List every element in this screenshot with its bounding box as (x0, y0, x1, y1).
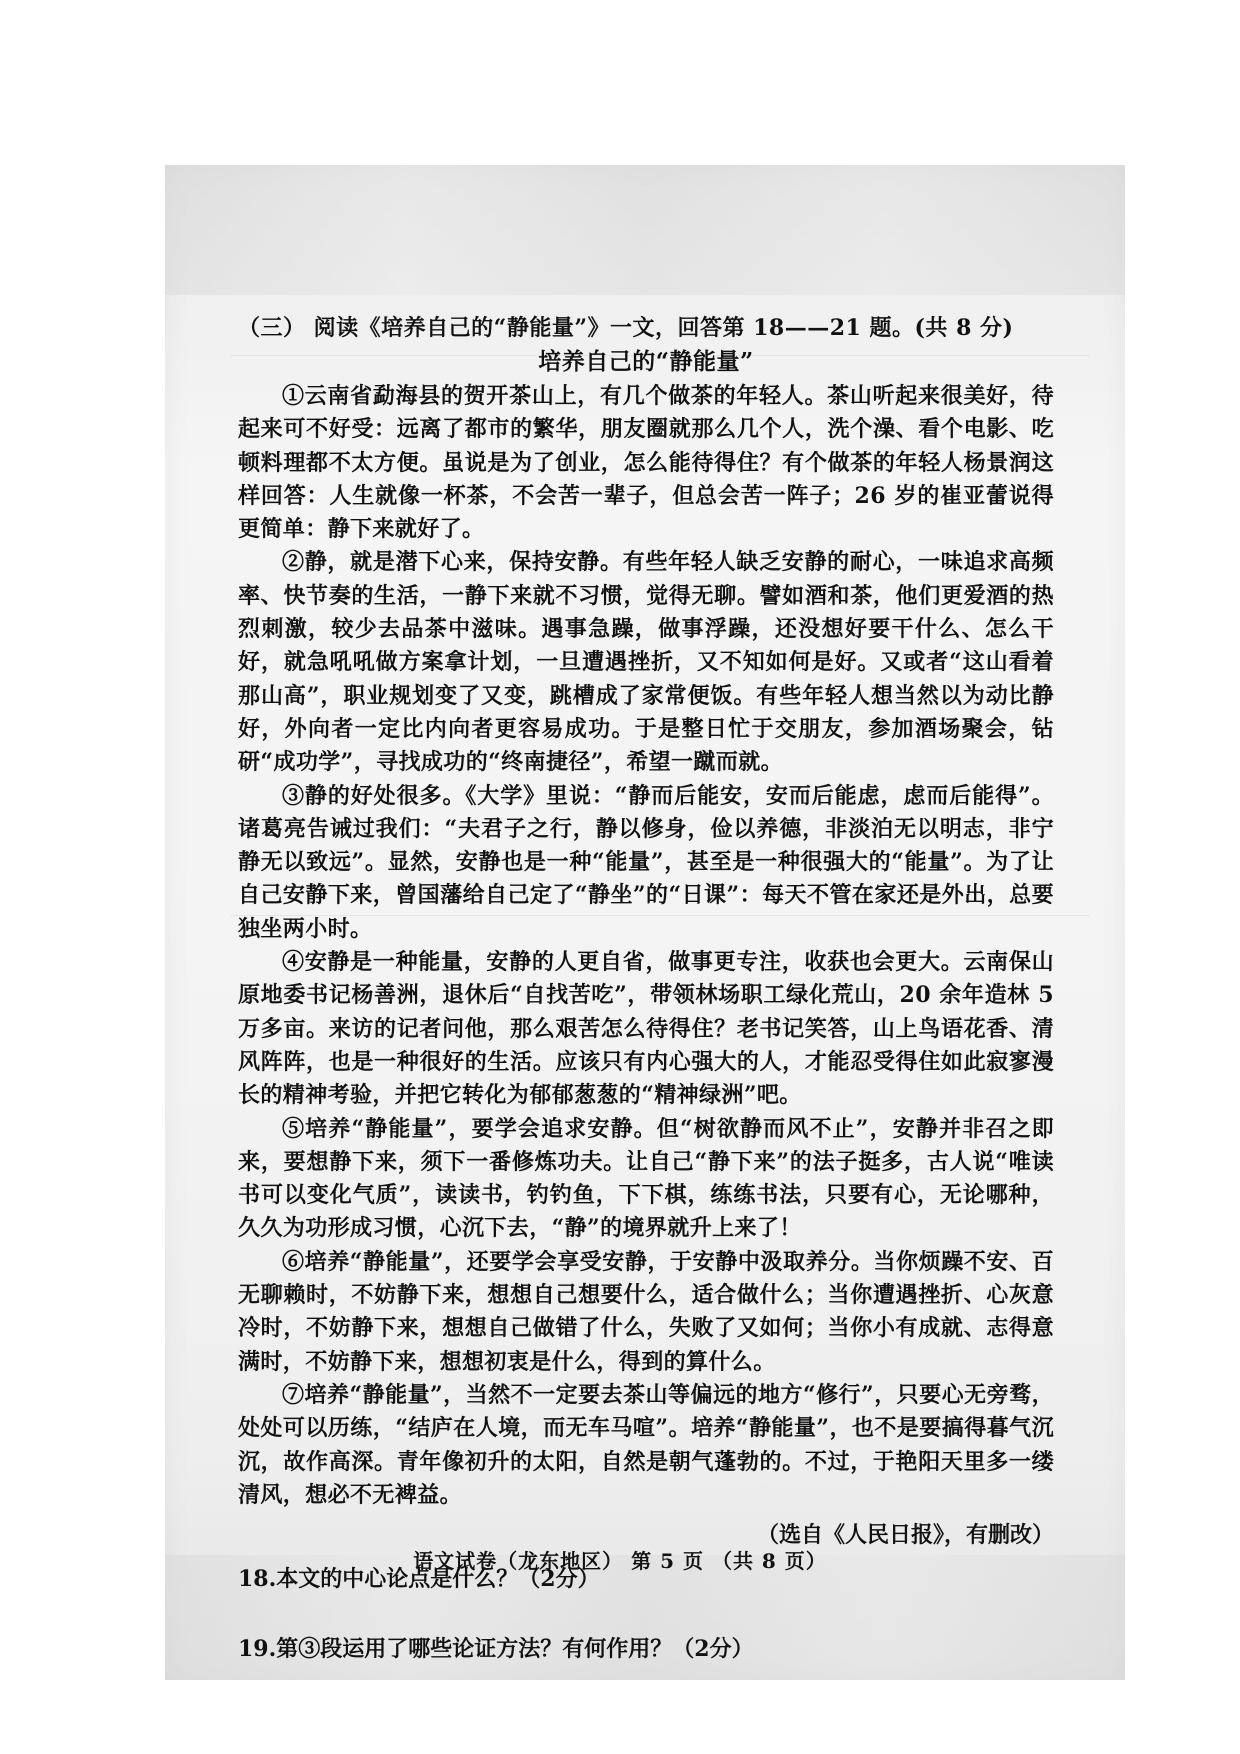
paragraph-2: ②静，就是潜下心来，保持安静。有些年轻人缺乏安静的耐心，一味追求高频率、快节奏的生活，一静下来就不习惯，觉得无聊。譬如酒和茶，他们更爱酒的热烈刺激，较少去品茶中滋味。遇事急躁，做事浮躁，还没想好要干什么、怎么干好，就急吼吼做方案拿计划，一旦遭遇挫折，又不知如何是好。又或者“这山看着那山高”，职业规划变了又变，跳槽成了家常便饭。有些年轻人想当然以为动比静好，外向者一定比内向者更容易成功。于是整日忙于交朋友，参加酒场聚会，钻研“成功学”，寻找成功的“终南捷径”，希望一蹴而就。 (238, 549, 1054, 776)
exam-content (238, 312, 1054, 1666)
paragraph-5: ⑤培养“静能量”，要学会追求安静。但“树欲静而风不止”，安静并非召之即来，要想静下来，须下一番修炼功夫。让自己“静下来”的法子挺多，古人说“唯读书可以变化气质”，读读书，钓钓鱼，下下棋，练练书法，只要有心，无论哪种，久久为功形成习惯，心沉下去，“静”的境界就升上来了！ (238, 1115, 1054, 1242)
paragraph-6: ⑥培养“静能量”，还要学会享受安静，于安静中汲取养分。当你烦躁不安、百无聊赖时，不妨静下来，想想自己想要什么，适合做什么；当你遭遇挫折、心灰意冷时，不妨静下来，想想自己做错了什么，失败了又如何；当你小有成就、志得意满时，不妨静下来，想想初衷是什么，得到的算什么。 (238, 1248, 1054, 1375)
paragraph-4: ④安静是一种能量，安静的人更自省，做事更专注，收获也会更大。云南保山原地委书记杨善洲，退休后“自找苦吃”，带领林场职工绿化荒山，20 余年造林 5 万多亩。来访的记者问他，那么艰苦怎么待得住？老书记笑答，山上鸟语花香、清风阵阵，也是一种很好的生活。应该只有内心强大的人，才能忍受得住如此寂寥漫长的精神考验，并把它转化为郁郁葱葱的“精神绿洲”吧。 (238, 949, 1054, 1109)
question-19: 19.第③段运用了哪些论证方法？有何作用？（2分） (238, 1636, 754, 1663)
paragraph-7: ⑦培养“静能量”，当然不一定要去茶山等偏远的地方“修行”，只要心无旁骛，处处可以历练，“结庐在人境，而无车马喧”。培养“静能量”，也不是要搞得暮气沉沉，故作高深。青年像初升的太阳，自然是朝气蓬勃的。不过，于艳阳天里多一缕清风，想必不无裨益。 (238, 1381, 1054, 1508)
article-title: 培养自己的“静能量” (538, 348, 754, 375)
article-source: （选自《人民日报》，有删改） (756, 1522, 1054, 1549)
page-footer: 语文试卷（龙东地区） 第 5 页 （共 8 页） (413, 1549, 827, 1573)
section-header: （三） 阅读《培养自己的“静能量”》一文，回答第 18——21 题。(共 8 分) (238, 315, 1014, 341)
scan-noise-band-top (165, 165, 1125, 295)
paragraph-1: ①云南省勐海县的贺开茶山上，有几个做茶的年轻人。茶山听起来很美好，待起来可不好受：远离了都市的繁华，朋友圈就那么几个人，洗个澡、看个电影、吃顿料理都不太方便。虽说是为了创业，怎么能待得住？有个做茶的年轻人杨景润这样回答：人生就像一杯茶，不会苦一辈子，但总会苦一阵子；26 岁的崔亚蕾说得更简单：静下来就好了。 (238, 383, 1054, 543)
question-18: 18.本文的中心论点是什么？（2分） (238, 1566, 600, 1593)
paragraph-3: ③静的好处很多。《大学》里说：“静而后能安，安而后能虑，虑而后能得”。诸葛亮告诫过我们：“夫君子之行，静以修身，俭以养德，非淡泊无以明志，非宁静无以致远”。显然，安静也是一种“能量”，甚至是一种很强大的“能量”。为了让自己安静下来，曾国藩给自己定了“静坐”的“日课”：每天不管在家还是外出，总要独坐两小时。 (238, 782, 1054, 942)
